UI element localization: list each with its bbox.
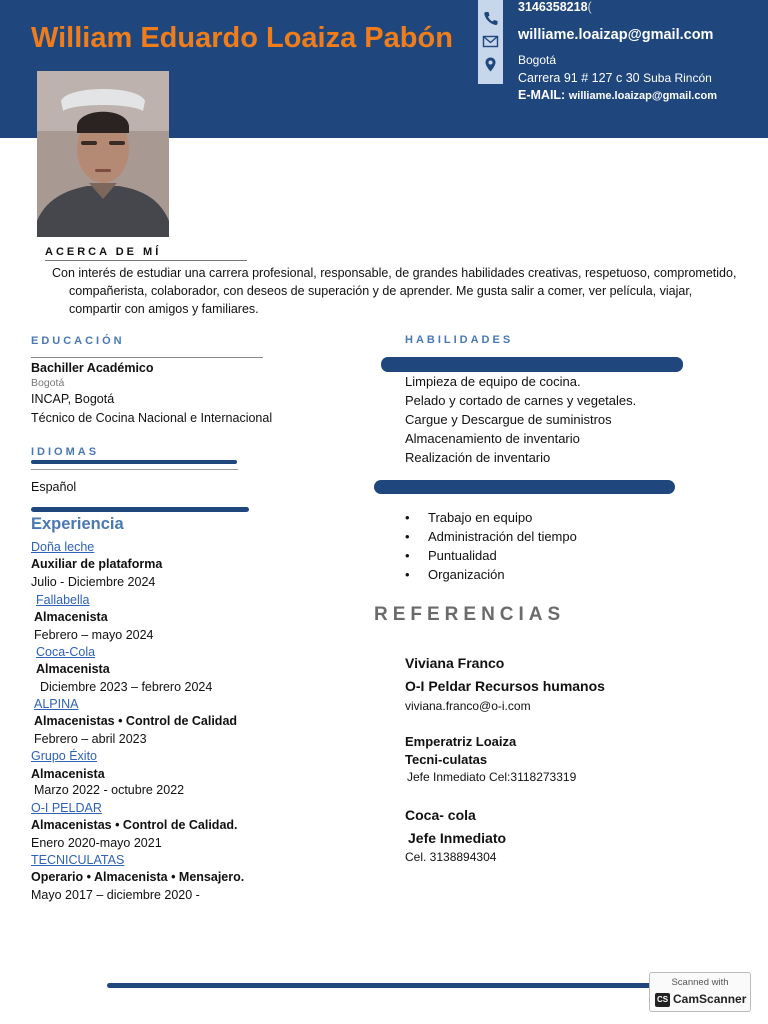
company-link[interactable]: ALPINA: [34, 697, 79, 711]
city: Bogotá: [518, 53, 557, 67]
company-link[interactable]: Coca-Cola: [36, 645, 96, 659]
profile-photo: [37, 71, 169, 237]
envelope-icon: [482, 33, 499, 50]
experience-bar: [31, 507, 249, 512]
skill-item: Limpieza de equipo de cocina.: [405, 374, 581, 389]
languages-bar: [31, 460, 237, 464]
job-role: Almacenista: [36, 662, 110, 676]
soft-skill-item: • Puntualidad: [405, 546, 577, 565]
soft-skill-item: • Administración del tiempo: [405, 527, 577, 546]
education-institution: INCAP, Bogotá: [31, 392, 115, 406]
location-pin-icon: [482, 56, 499, 73]
reference-name: Coca- cola: [405, 807, 476, 823]
education-program: Técnico de Cocina Nacional e Internacional: [31, 411, 273, 425]
about-title: ACERCA DE MÍ: [45, 246, 162, 258]
watermark-brand: CamScanner: [673, 992, 747, 1006]
about-divider: [45, 260, 247, 261]
job-dates: Mayo 2017 – diciembre 2020 -: [31, 888, 200, 902]
about-text: [52, 264, 752, 318]
references-title: REFERENCIAS: [374, 604, 566, 625]
reference-name: Emperatriz Loaiza: [405, 734, 517, 749]
education-degree: Bachiller Académico: [31, 361, 154, 375]
email-line: E-MAIL: williame.loaizap@gmail.com: [518, 88, 717, 102]
address: Carrera 91 # 127 c 30 Suba Rincón: [518, 71, 712, 85]
experience-title: Experiencia: [31, 515, 124, 533]
skill-item: Almacenamiento de inventario: [405, 431, 580, 446]
phone-number: 3146358218(: [518, 0, 592, 14]
reference-contact: Jefe Inmediato Cel:3118273319: [407, 770, 577, 784]
education-title: EDUCACIÓN: [31, 335, 125, 347]
job-role: Operario • Almacenista • Mensajero.: [31, 870, 245, 884]
reference-name: Viviana Franco: [405, 655, 505, 671]
company-link[interactable]: Grupo Éxito: [31, 749, 98, 763]
reference-position: Tecni-culatas: [405, 752, 488, 767]
camscanner-watermark: [649, 972, 751, 1012]
education-city: Bogotá: [31, 377, 65, 389]
candidate-name: William Eduardo Loaiza Pabón: [31, 22, 453, 54]
languages-title: IDIOMAS: [31, 446, 100, 458]
languages-divider: [31, 469, 238, 470]
job-role: Almacenista: [31, 767, 105, 781]
soft-skills-list: [405, 508, 577, 584]
footer-bar: [107, 983, 652, 988]
phone-icon: [482, 10, 499, 27]
job-dates: Diciembre 2023 – febrero 2024: [40, 680, 213, 694]
about-line: Con interés de estudiar una carrera profesional, responsable, de grandes habilidades creativas, respetuoso, comprometido,: [52, 266, 737, 280]
language-item: Español: [31, 480, 77, 494]
job-role: Almacenista: [34, 610, 108, 624]
job-role: Auxiliar de plataforma: [31, 557, 163, 571]
reference-contact[interactable]: viviana.franco@o-i.com: [405, 699, 531, 713]
contact-icon-strip: [478, 0, 503, 84]
company-link[interactable]: TECNICULATAS: [31, 853, 125, 867]
job-dates: Febrero – mayo 2024: [34, 628, 154, 642]
camscanner-logo-icon: CS: [655, 993, 670, 1007]
job-dates: Marzo 2022 - octubre 2022: [34, 783, 185, 797]
job-dates: Julio - Diciembre 2024: [31, 575, 156, 589]
company-link[interactable]: Doña leche: [31, 540, 95, 554]
skill-item: Cargue y Descargue de suministros: [405, 412, 612, 427]
about-line: compartir con amigos y familiares.: [69, 302, 259, 316]
skill-item: Pelado y cortado de carnes y vegetales.: [405, 393, 637, 408]
education-divider: [31, 357, 263, 358]
soft-skill-item: • Trabajo en equipo: [405, 508, 577, 527]
watermark-text: Scanned with: [671, 977, 729, 988]
reference-position: O-I Peldar Recursos humanos: [405, 678, 605, 694]
company-link[interactable]: Fallabella: [36, 593, 90, 607]
reference-position: Jefe Inmediato: [408, 830, 507, 846]
job-role: Almacenistas • Control de Calidad: [34, 714, 238, 728]
company-link[interactable]: O-I PELDAR: [31, 801, 102, 815]
job-role: Almacenistas • Control de Calidad.: [31, 818, 238, 832]
email-address[interactable]: williame.loaizap@gmail.com: [518, 27, 714, 43]
skills-bar-bottom: [374, 480, 675, 494]
about-line: compañerista, colaborador, con deseos de superación y de aprender. Me gusta salir a comer, ver película, viajar,: [69, 284, 693, 298]
reference-contact: Cel. 3138894304: [405, 850, 497, 864]
skills-title: HABILIDADES: [405, 334, 514, 346]
job-dates: Febrero – abril 2023: [34, 732, 147, 746]
job-dates: Enero 2020-mayo 2021: [31, 836, 162, 850]
soft-skill-item: • Organización: [405, 565, 577, 584]
skills-bar-top: [381, 357, 683, 372]
portrait-image: [37, 71, 169, 237]
skill-item: Realización de inventario: [405, 450, 551, 465]
